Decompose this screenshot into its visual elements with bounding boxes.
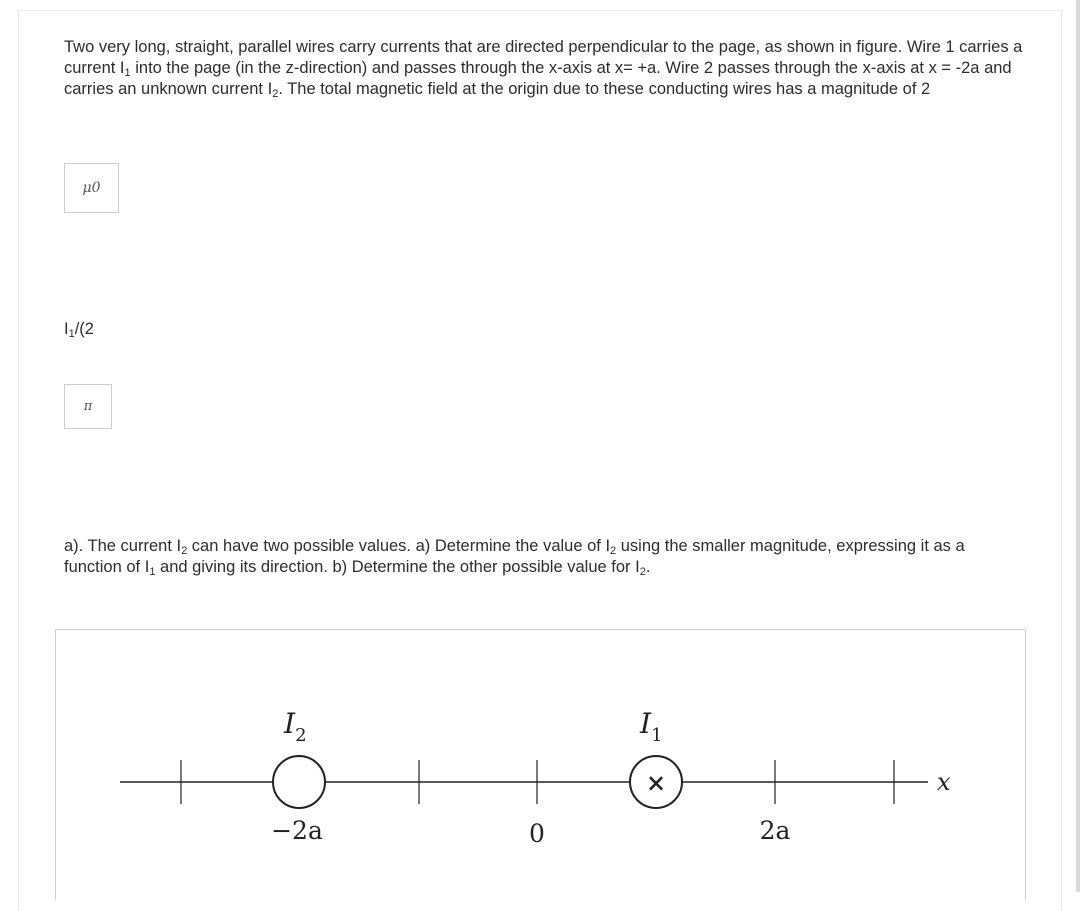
scrollbar[interactable] (1076, 0, 1080, 892)
problem-intro-text (64, 37, 1024, 100)
question-seg-2: can have two possible values. a) Determine the value of I (187, 537, 611, 555)
intro-sub-1: 1 (124, 67, 131, 79)
wire-1-label-sub: 1 (651, 725, 663, 746)
tick-label-2a: 2a (759, 816, 791, 845)
question-text (64, 536, 1024, 578)
wire-2-circle (273, 756, 325, 808)
wire-1-label (639, 707, 663, 746)
tick-label-zero: 0 (529, 819, 545, 848)
intro-seg-2: into the page (in the z-direction) and passes through the x-axis at x= +a. Wire 2 passes through the x-axis at x = -2a and carries an unknown current I (64, 59, 1012, 98)
question-seg-3: using the smaller magnitude, expressing it as a function of I (64, 537, 965, 576)
mu-zero-symbol: μ0 (82, 180, 101, 196)
question-sub-3: 1 (149, 566, 156, 578)
question-seg-1: a). The current I (64, 537, 182, 555)
pi-symbol: π (83, 399, 93, 414)
wire-1-into-page-cross: × (645, 768, 667, 797)
tick-label-neg-2a: −2a (271, 816, 323, 845)
fragment-rest: /(2 (74, 320, 94, 338)
intro-sub-2: 2 (272, 88, 279, 100)
wire-1-label-main: I (640, 707, 652, 740)
wire-2-label-main: I (284, 707, 296, 740)
mu-zero-image (64, 163, 119, 213)
intro-seg-1: Two very long, straight, parallel wires carry currents that are directed perpendicular to the page, as shown in figure. Wire 1 carries a current I (64, 38, 1023, 77)
fragment-sub: 1 (68, 328, 75, 340)
x-axis-label: x (937, 768, 951, 796)
wire-diagram (56, 630, 1025, 893)
question-sub-1: 2 (181, 545, 188, 557)
current-fraction-fragment (64, 320, 94, 339)
wire-2-label (283, 707, 307, 746)
pi-image (64, 384, 112, 429)
question-sub-4: 2 (639, 566, 646, 578)
wire-2-label-sub: 2 (295, 725, 307, 746)
wire-figure (55, 629, 1026, 900)
question-seg-5: . (645, 558, 651, 576)
intro-seg-3: . The total magnetic field at the origin due to these conducting wires has a magnitude of 2 (278, 80, 931, 98)
fragment-i: I (64, 320, 69, 338)
question-sub-2: 2 (610, 545, 617, 557)
question-seg-4: and giving its direction. b) Determine the other possible value for I (155, 558, 640, 576)
